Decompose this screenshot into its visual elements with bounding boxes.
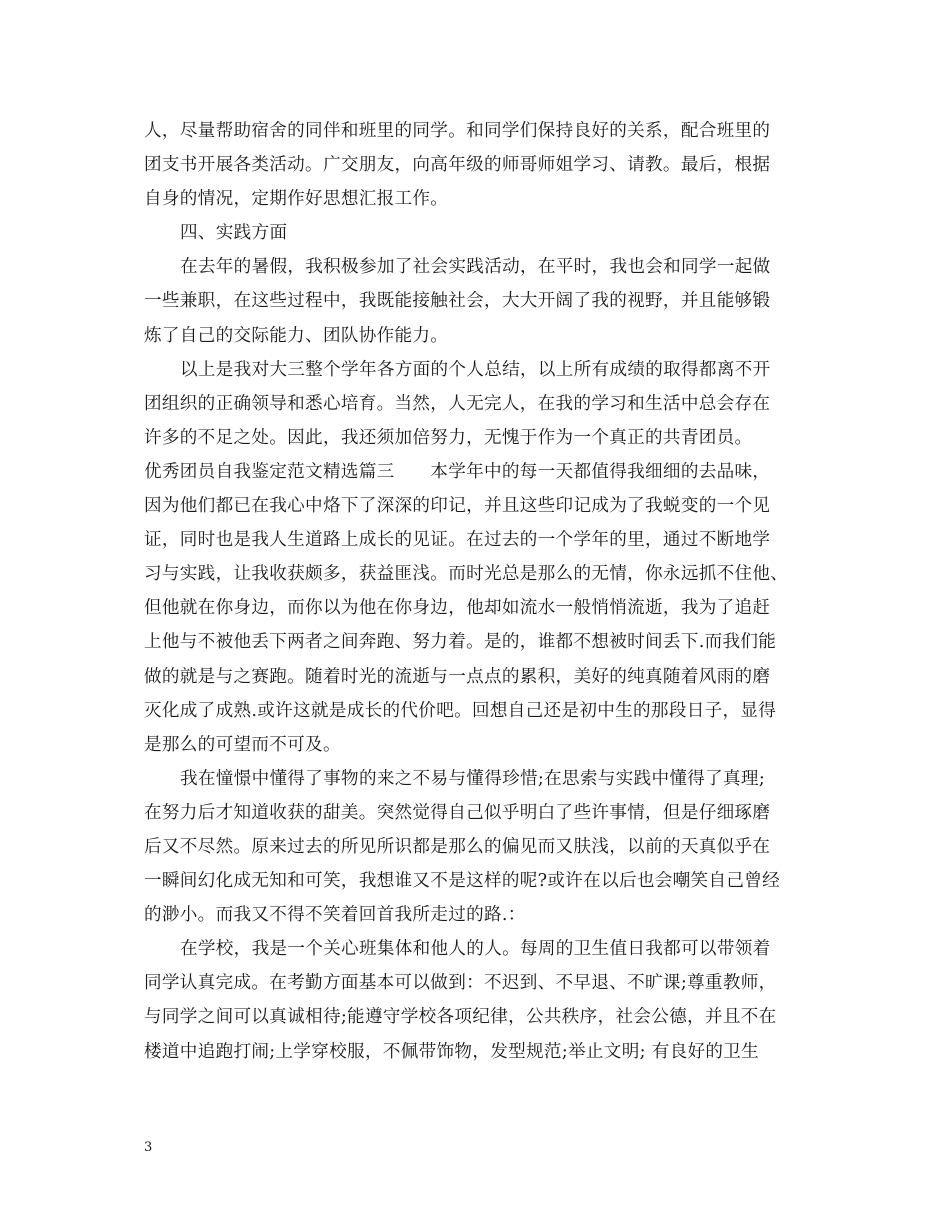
text-line: 后又不尽然。原来过去的所见所识都是那么的偏见而又肤浅，以前的天真似乎在	[144, 836, 771, 857]
text-line: 人，尽量帮助宿舍的同伴和班里的同学。和同学们保持良好的关系，配合班里的	[144, 121, 771, 141]
page-number: 3	[144, 1140, 153, 1155]
text-line: 一些兼职，在这些过程中，我既能接触社会，大大开阔了我的视野，并且能够锻	[144, 291, 771, 312]
text-line: 团组织的正确领导和悉心培育。当然，人无完人，在我的学习和生活中总会存在	[144, 393, 771, 414]
text-line: 一瞬间幻化成无知和可笑，我想谁又不是这样的呢?或许在以后也会嘲笑自己曾经	[144, 871, 781, 892]
text-line: 团支书开展各类活动。广交朋友，向高年级的师哥师姐学习、请教。最后，根据	[144, 155, 771, 176]
text-line: 因为他们都已在我心中烙下了深深的印记，并且这些印记成为了我蜕变的一个见	[144, 496, 771, 517]
text-line: 与同学之间可以真诚相待;能遵守学校各项纪律，公共秩序，社会公德，并且不在	[144, 1007, 777, 1028]
text-line: 灭化成了成熟.或许这就是成长的代价吧。回想自己还是初中生的那段日子，显得	[144, 700, 777, 721]
text-line: 习与实践，让我收获颇多，获益匪浅。而时光总是那么的无情，你永远抓不住他、	[144, 564, 789, 585]
text-line: 上他与不被他丢下两者之间奔跑、努力着。是的，谁都不想被时间丢下.而我们能	[144, 632, 777, 653]
text-line: 的渺小。而我又不得不笑着回首我所走过的路.：	[144, 905, 526, 926]
text-line: 四、实践方面	[180, 223, 288, 244]
text-line: 炼了自己的交际能力、团队协作能力。	[144, 325, 449, 346]
text-line: 在努力后才知道收获的甜美。突然觉得自己似乎明白了些许事情，但是仔细琢磨	[144, 802, 771, 823]
text-line: 在学校，我是一个关心班集体和他人的人。每周的卫生值日我都可以带领着	[180, 939, 771, 960]
text-line: 我在憧憬中懂得了事物的来之不易与懂得珍惜;在思索与实践中懂得了真理;	[180, 768, 766, 789]
document-body	[144, 114, 824, 1069]
text-line: 但他就在你身边，而你以为他在你身边，他却如流水一般悄悄流逝，我为了追赶	[144, 598, 771, 619]
text-line: 自身的情况，定期作好思想汇报工作。	[144, 189, 449, 210]
text-line: 许多的不足之处。因此，我还须加倍努力，无愧于作为一个真正的共青团员。	[144, 427, 753, 448]
text-line: 楼道中追跑打闹;上学穿校服，不佩带饰物，发型规范;举止文明; 有良好的卫生	[144, 1041, 760, 1062]
text-line: 在去年的暑假，我积极参加了社会实践活动，在平时，我也会和同学一起做	[180, 257, 771, 278]
text-line: 做的就是与之赛跑。随着时光的流逝与一点点的累积，美好的纯真随着风雨的磨	[144, 666, 771, 687]
text-line: 同学认真完成。在考勤方面基本可以做到：不迟到、不早退、不旷课;尊重教师，	[144, 973, 777, 994]
text-line: 是那么的可望而不可及。	[144, 734, 341, 755]
text-line: 优秀团员自我鉴定范文精选篇三 本学年中的每一天都值得我细细的去品味，	[144, 461, 771, 482]
text-line: 证，同时也是我人生道路上成长的见证。在过去的一个学年的里，通过不断地学	[144, 530, 771, 551]
text-line: 以上是我对大三整个学年各方面的个人总结，以上所有成绩的取得都离不开	[180, 359, 771, 380]
